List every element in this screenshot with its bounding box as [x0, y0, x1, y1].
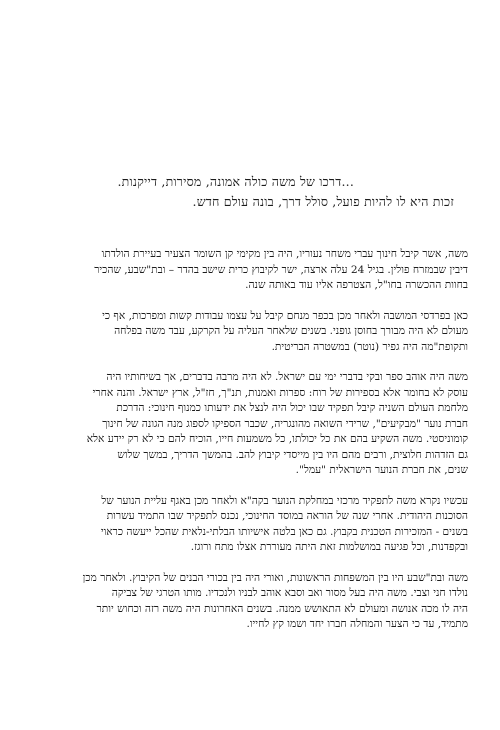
- text-line: בחוות ההכשרה בחו"ל, הצטרפה אליו עוד באותה שנה.: [245, 279, 468, 291]
- text-line: משה, אשר קיבל חינוך עברי משחר נעוריו, היה בין מקימי קן השומר הצעיר בעיירת הולדתו: [101, 248, 468, 260]
- paragraph-1: [28, 247, 468, 294]
- intro-line-1: ...דרכו של משה כולה אמונה, מסירות, דייקנות.: [117, 174, 354, 189]
- text-line: מתמיד, עד כי הצער והמחלה חברו יחד ושמו קץ לחייו.: [246, 618, 468, 630]
- intro-line-2: זכות היא לו להיות פועל, סולל דרך, בונה עולם חדש.: [192, 194, 454, 209]
- intro-quote: [34, 172, 454, 212]
- biography-text: [28, 247, 468, 648]
- text-line: היה לו מכה אנושה ומעולם לא התאושש ממנה. בשנים האחרונות היה משה רזה וכחוש יותר: [96, 602, 468, 615]
- text-line: קומוניסטי. משה השקיע בהם את כל יכולתו, כל משמעות חייו, הוכיח להם כי לא רק יידע אלא: [86, 433, 468, 445]
- text-line: משה ובת"שבע היו בין המשפחות הראשונות, ואורי היה בין בכורי הבנים של הקיבוץ. ולאחר מכן: [82, 571, 468, 584]
- paragraph-5: [28, 571, 468, 633]
- paragraph-2: [28, 309, 468, 356]
- text-line: משה היה אוהב ספר ובקי בדברי ימי עם ישראל. לא היה מרבה בדברים, אך בשיחותיו היה: [106, 371, 468, 383]
- paragraph-4: [28, 494, 468, 556]
- text-line: עכשיו נקרא משה לתפקיד מרכזי במחלקת הנוער בקה"א ולאחר מכן באגף עליית הנוער של: [101, 494, 468, 507]
- text-line: ובקפדנות, וכל פגיעה במושלמות זאת היתה מעוררת אצלו מתח ורוגז.: [190, 541, 468, 553]
- paragraph-3: [28, 370, 468, 479]
- text-line: גם הזדהות חלוצית, ורבים מהם היו בין מייסדי קיבוץ להב. בהמשך הדריך, במשך שלוש: [117, 448, 468, 461]
- text-line: מלחמת העולם השניה קיבל תפקיד שבו יכול היה לנצל את ידעותו כמנוף חינוכי: הדרכת: [116, 402, 468, 414]
- text-line: כאן בפרדסי המושבה ולאחר מכן בכפר מנחם קיבל על עצמו עבודות קשות ומפרכות, אף כי: [102, 309, 468, 322]
- text-line: שנים, את חברת הנוער הישראלית "עמל".: [295, 464, 468, 476]
- text-line: ותקופת"מה היה גפיר (נוטר) במשטרה הבריטית.: [271, 340, 468, 353]
- text-line: מעולם לא היה מבורך בחוסן גופני. בשנים שלאחר העליה על הקרקע, עבד משה בפלחה: [114, 325, 468, 337]
- text-line: דיבין שבמזרח פולין. בגיל 24 עלה ארצה, ישר לקיבוץ כרית שישב בהדר – ובת"שבע, שהכיר: [94, 263, 468, 276]
- text-line: חברת נוער "מבקיעים", שרידי השואה מהונגריה, שכבר הספיקו לספוג מנה הגונה של חינוך: [102, 417, 468, 430]
- text-line: הסוכנות היהודית. אחרי שנה של הוראה במוסד החינוכי, נכנס לתפקיד שבו התמיד עשרות: [106, 510, 468, 522]
- text-line: נולדו חני וצבי. משה היה בעל מסור ואב וסבא אוהב לבניו ולנכדיו. מותו הטרגי של צביקה: [111, 587, 468, 599]
- text-line: עוסק לא בחומר אלא בספירות של רוח: ספרות ואמנות, תנ"ך, חז"ל, ארץ ישראל. והנה אחרי: [92, 386, 468, 399]
- text-line: בשנים - המזכירות הטכנית בקבוץ. גם כאן בלטה אישיותו הבלתי-נלאית שהכל ייעשה כראוי: [100, 525, 468, 538]
